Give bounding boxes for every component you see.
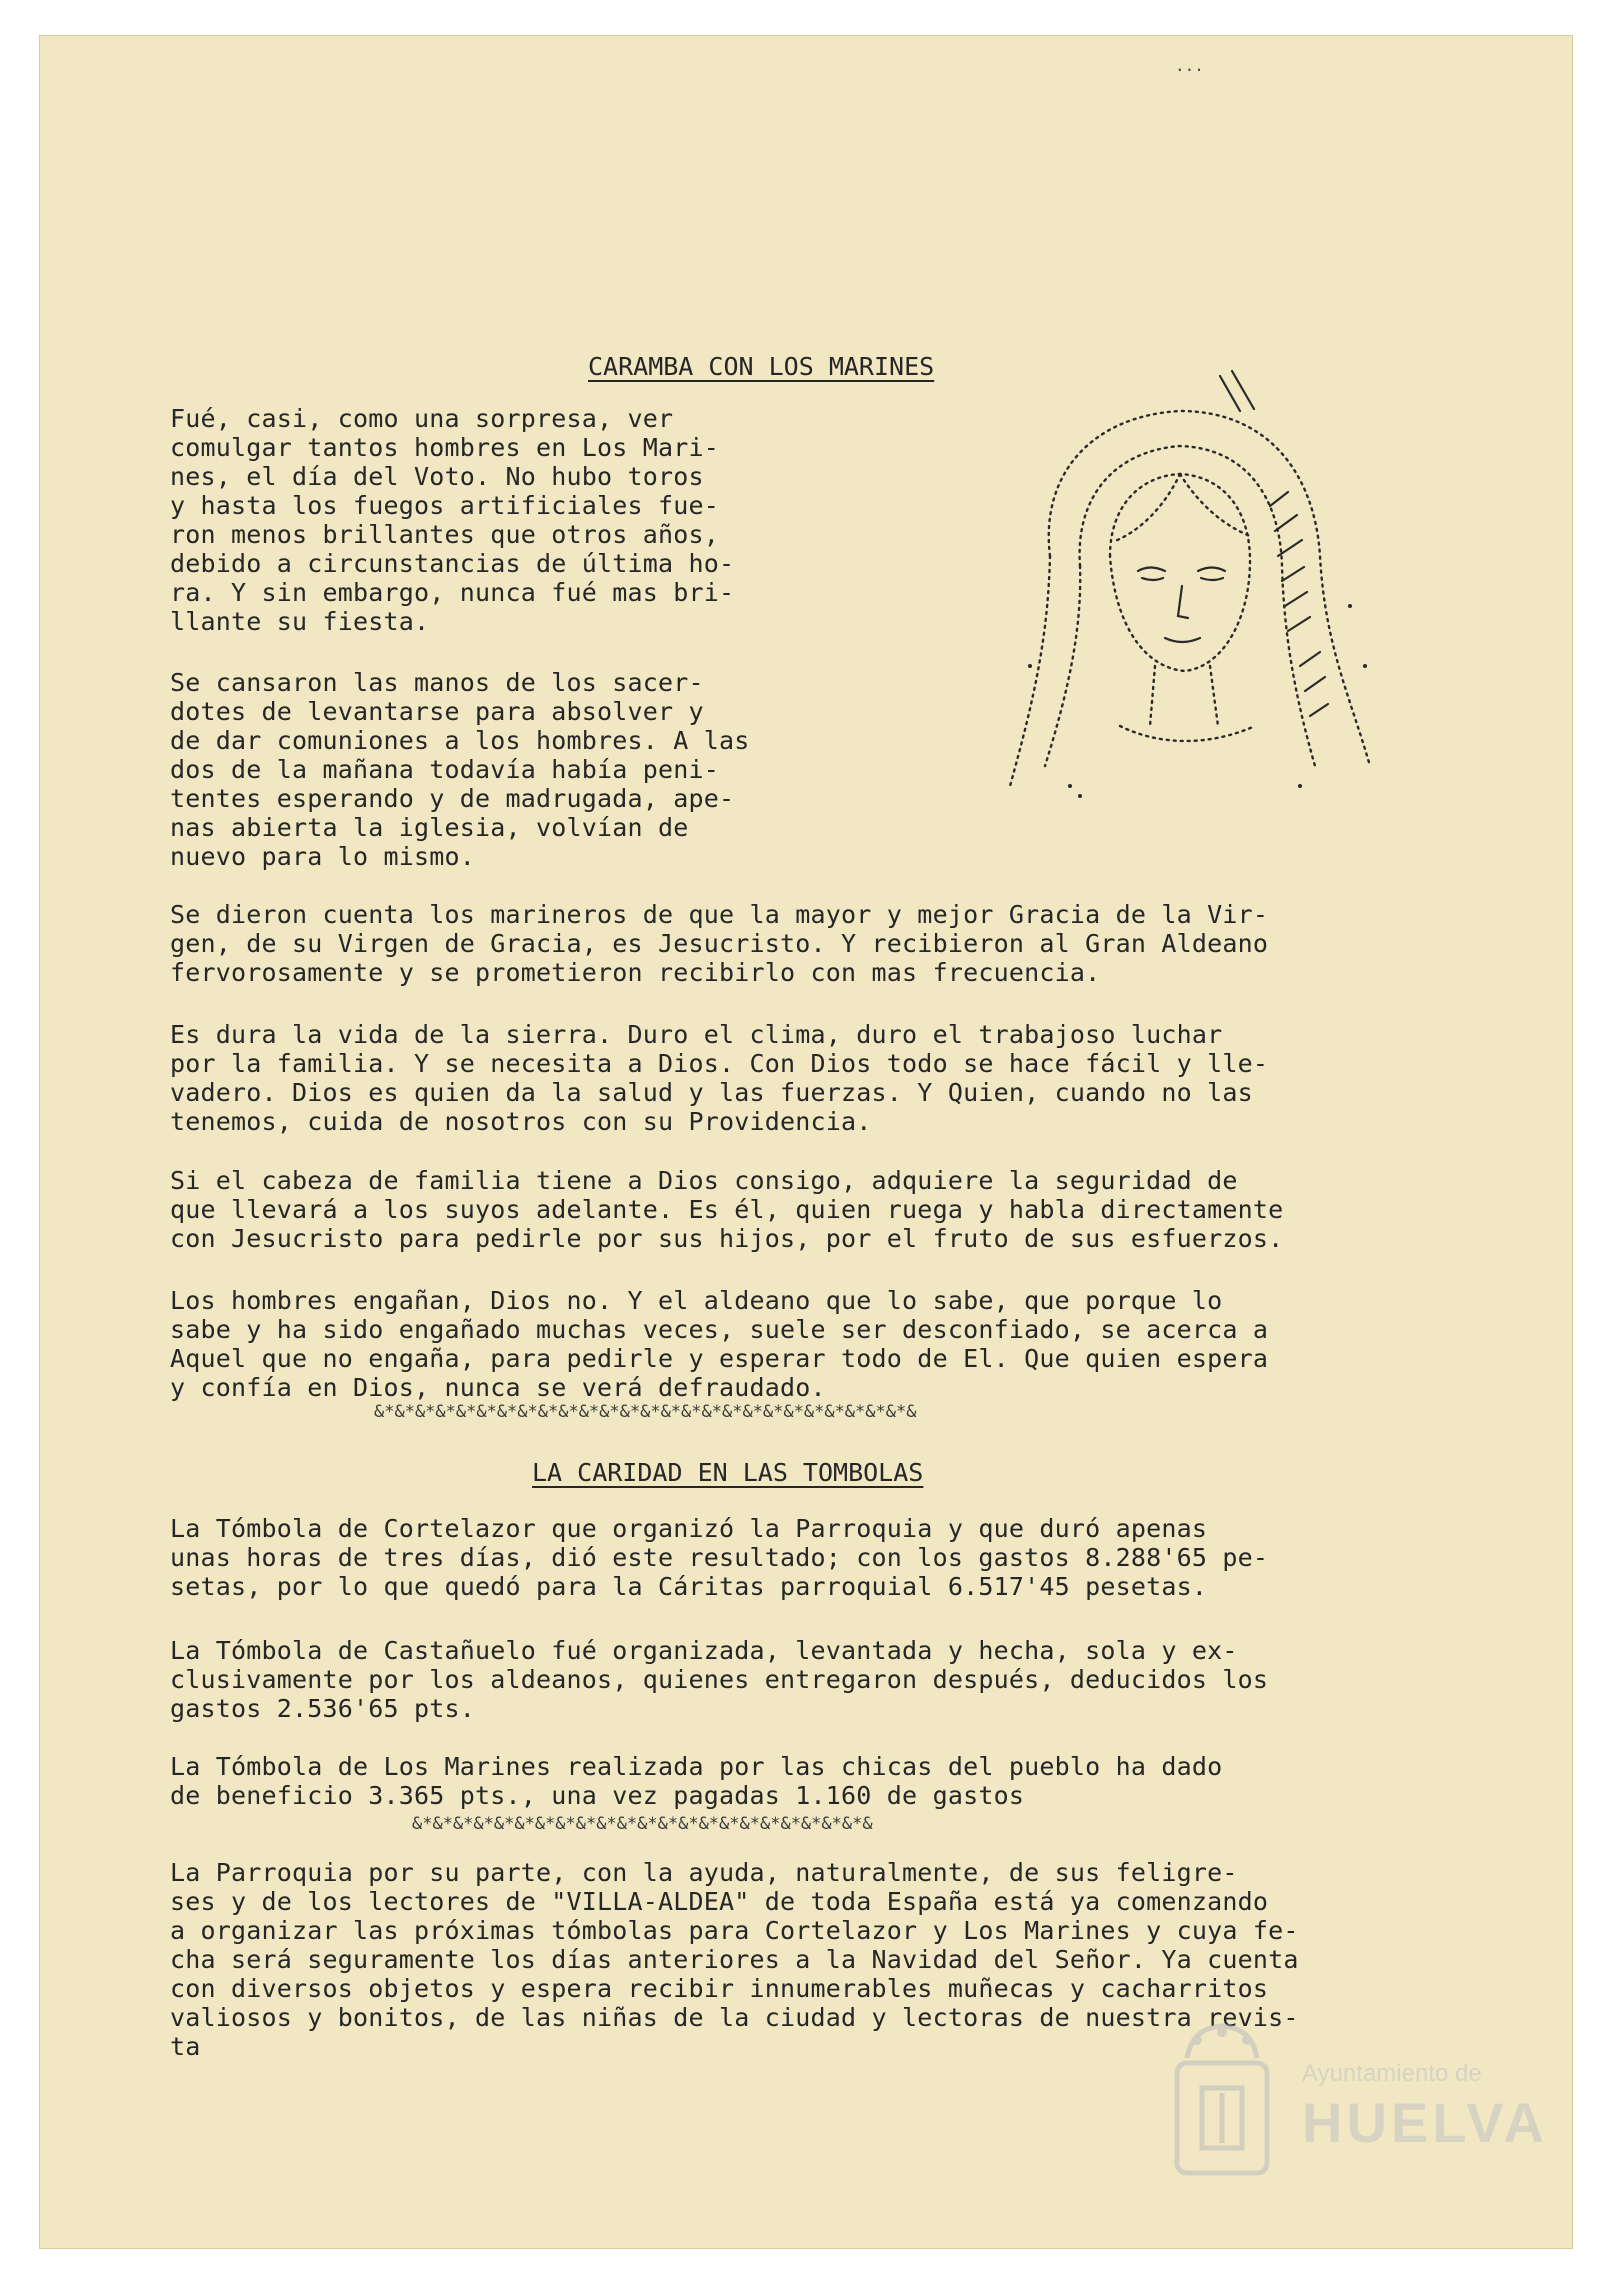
section2-title: LA CARIDAD EN LAS TOMBOLAS (532, 1458, 924, 1487)
section1-paragraph-3: Se dieron cuenta los marineros de que la mayor y mejor Gracia de la Vir- gen, de su Virgen de Gracia, es Jesucristo. Y recibieron al Gran Aldeano fervorosamente y se prometieron recibirlo con mas frecuencia. (170, 900, 1269, 987)
section2-paragraph-2: La Tómbola de Castañuelo fué organizada, levantada y hecha, sola y ex- clusivamente por los aldeanos, quienes entregaron después, deducidos los gastos 2.536'65 pts. (170, 1636, 1269, 1723)
section1-paragraph-4: Es dura la vida de la sierra. Duro el clima, duro el trabajoso luchar por la familia. Y se necesita a Dios. Con Dios todo se hace fácil y lle- vadero. Dios es quien da la salud y las fuerzas. Y Quien, cuando no las tenemos, cuida de nosotros con su Providencia. (170, 1020, 1269, 1136)
section2-paragraph-1: La Tómbola de Cortelazor que organizó la Parroquia y que duró apenas unas horas de tres días, dió este resultado; con los gastos 8.288'65 pe- setas, por lo que quedó para la Cáritas parroquial 6.517'45 pesetas. (170, 1514, 1269, 1601)
coat-of-arms-icon (1162, 2018, 1282, 2188)
separator-line: &*&*&*&*&*&*&*&*&*&*&*&*&*&*&*&*&*&*&*&*&*&*& (412, 1814, 873, 1834)
section1-title: CARAMBA CON LOS MARINES (588, 352, 935, 381)
huelva-watermark (1162, 2018, 1548, 2188)
section1-paragraph-2: Se cansaron las manos de los sacer- dotes de levantarse para absolver y de dar comuniones a los hombres. A las dos de la mañana todavía había peni- tentes esperando y de madrugada, ape- nas abierta la iglesia, volvían de nuevo para lo mismo. (170, 668, 750, 871)
section1-paragraph-6: Los hombres engañan, Dios no. Y el aldeano que lo sabe, que porque lo sabe y ha sido engañado muchas veces, suele ser desconfiado, se acerca a Aquel que no engaña, para pedirle y esperar todo de El. Que quien espera y confía en Dios, nunca se verá defraudado. (170, 1286, 1269, 1402)
separator-line: &*&*&*&*&*&*&*&*&*&*&*&*&*&*&*&*&*&*&*&*&*&*&*&*&*&*& (374, 1402, 917, 1422)
virgin-portrait-sketch (970, 366, 1410, 816)
page-mark: ... (1175, 56, 1204, 75)
section2-paragraph-3: La Tómbola de Los Marines realizada por las chicas del pueblo ha dado de beneficio 3.365 pts., una vez pagadas 1.160 de gastos (170, 1752, 1223, 1810)
section1-paragraph-5: Si el cabeza de familia tiene a Dios consigo, adquiere la seguridad de que llevará a los suyos adelante. Es él, quien ruega y habla directamente con Jesucristo para pedirle por sus hijos, por el fruto de sus esfuerzos. (170, 1166, 1284, 1253)
watermark-line-2: HUELVA (1302, 2091, 1548, 2154)
section2-paragraph-4: La Parroquia por su parte, con la ayuda, naturalmente, de sus feligre- ses y de los lectores de "VILLA-ALDEA" de toda España está ya comenzando a organizar las próximas tómbolas para Cortelazor y Los Marines y cuya fe- cha será seguramente los días anteriores a la Navidad del Señor. Ya cuenta con diversos objetos y espera recibir innumerables muñecas y cacharritos valiosos y bonitos, de las niñas de la ciudad y lectoras de nuestra revis- ta (170, 1858, 1299, 2061)
typed-page (40, 36, 1572, 2248)
section1-paragraph-1: Fué, casi, como una sorpresa, ver comulgar tantos hombres en Los Mari- nes, el día del Voto. No hubo toros y hasta los fuegos artificiales fue- ron menos brillantes que otros años, debido a circunstancias de última ho- ra. Y sin embargo, nunca fué mas bri- llante su fiesta. (170, 404, 735, 636)
watermark-line-1: Ayuntamiento de (1302, 2060, 1482, 2087)
